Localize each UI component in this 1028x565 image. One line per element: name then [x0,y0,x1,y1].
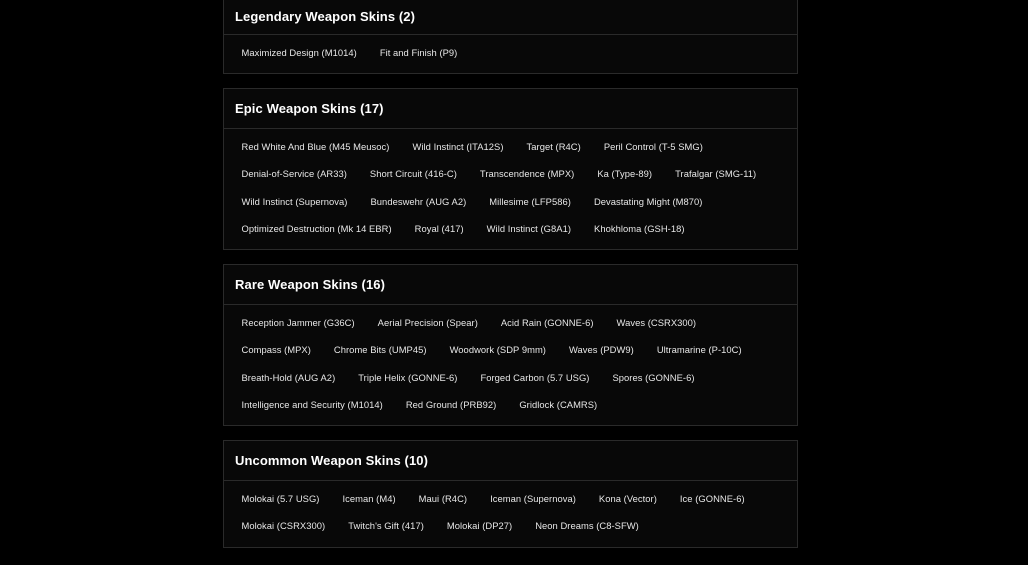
skin-item[interactable]: Reception Jammer (G36C) [241,317,355,328]
skin-item[interactable]: Waves (CSRX300) [616,317,697,328]
skin-item[interactable]: Devastating Might (M870) [593,195,703,207]
skin-item[interactable]: Wild Instinct (ITA12S) [412,141,504,152]
skin-item[interactable]: Fit and Finish (P9) [379,47,458,58]
legendary-skins-list [230,39,791,66]
skin-item[interactable]: Waves (PDW9) [568,344,634,356]
skin-item[interactable]: Breath-Hold (AUG A2) [241,371,336,383]
skin-item[interactable]: Red Ground (PRB92) [405,398,497,410]
skin-item[interactable]: Target (R4C) [526,141,581,152]
skin-item[interactable]: Millesime (LFP586) [489,195,571,207]
skin-item[interactable]: Twitch's Gift (417) [348,520,424,532]
skin-item[interactable]: Ka (Type-89) [597,168,653,180]
skin-item[interactable]: Maximized Design (M1014) [241,47,357,58]
rare-skins-title: Rare Weapon Skins (16) [235,277,386,292]
uncommon-skins-card [223,440,798,548]
skin-item[interactable]: Red White And Blue (M45 Meusoc) [241,141,390,152]
legendary-skins-title: Legendary Weapon Skins (2) [235,9,416,24]
epic-skins-title: Epic Weapon Skins (17) [235,101,384,116]
skin-item[interactable]: Compass (MPX) [241,344,311,356]
uncommon-skins-header [224,441,797,481]
rare-skins-header [224,265,797,305]
skin-item[interactable]: Molokai (DP27) [446,520,513,532]
skin-item[interactable]: Triple Helix (GONNE-6) [358,371,458,383]
skin-item[interactable]: Chrome Bits (UMP45) [333,344,427,356]
skin-item[interactable]: Gridlock (CAMRS) [519,398,598,410]
epic-skins-card [223,88,798,250]
epic-skins-list [230,133,791,242]
rare-skins-list [230,309,791,418]
skin-item[interactable]: Trafalgar (SMG-11) [675,168,757,180]
legendary-skins-header [224,0,797,35]
skin-item[interactable]: Forged Carbon (5.7 USG) [480,371,590,383]
epic-skins-header [224,89,797,129]
skin-item[interactable]: Transcendence (MPX) [479,168,575,180]
skin-item[interactable]: Iceman (Supernova) [490,493,576,504]
skin-item[interactable]: Aerial Precision (Spear) [377,317,478,328]
legendary-skins-card [223,0,798,74]
skin-item[interactable]: Denial-of-Service (AR33) [241,168,347,180]
skin-item[interactable]: Short Circuit (416-C) [369,168,457,180]
skin-item[interactable]: Intelligence and Security (M1014) [241,398,383,410]
skin-item[interactable]: Iceman (M4) [342,493,396,504]
rare-skins-card [223,264,798,426]
skin-item[interactable]: Woodwork (SDP 9mm) [449,344,546,356]
skin-item[interactable]: Royal (417) [414,222,464,234]
skin-item[interactable]: Optimized Destruction (Mk 14 EBR) [241,222,392,234]
skin-item[interactable]: Maui (R4C) [418,493,468,504]
uncommon-skins-title: Uncommon Weapon Skins (10) [235,453,429,468]
skin-item[interactable]: Wild Instinct (Supernova) [241,195,348,207]
skin-item[interactable]: Wild Instinct (G8A1) [486,222,572,234]
skin-item[interactable]: Molokai (CSRX300) [241,520,326,532]
skin-item[interactable]: Spores (GONNE-6) [612,371,695,383]
uncommon-skins-list [230,485,791,540]
skin-item[interactable]: Ice (GONNE-6) [679,493,745,504]
skin-item[interactable]: Peril Control (T-5 SMG) [603,141,703,152]
skin-item[interactable]: Khokhloma (GSH-18) [594,222,685,234]
skin-item[interactable]: Acid Rain (GONNE-6) [500,317,594,328]
skin-item[interactable]: Kona (Vector) [598,493,657,504]
skin-item[interactable]: Neon Dreams (C8-SFW) [535,520,639,532]
skin-item[interactable]: Ultramarine (P-10C) [656,344,742,356]
skin-item[interactable]: Bundeswehr (AUG A2) [370,195,467,207]
skin-item[interactable]: Molokai (5.7 USG) [241,493,320,504]
